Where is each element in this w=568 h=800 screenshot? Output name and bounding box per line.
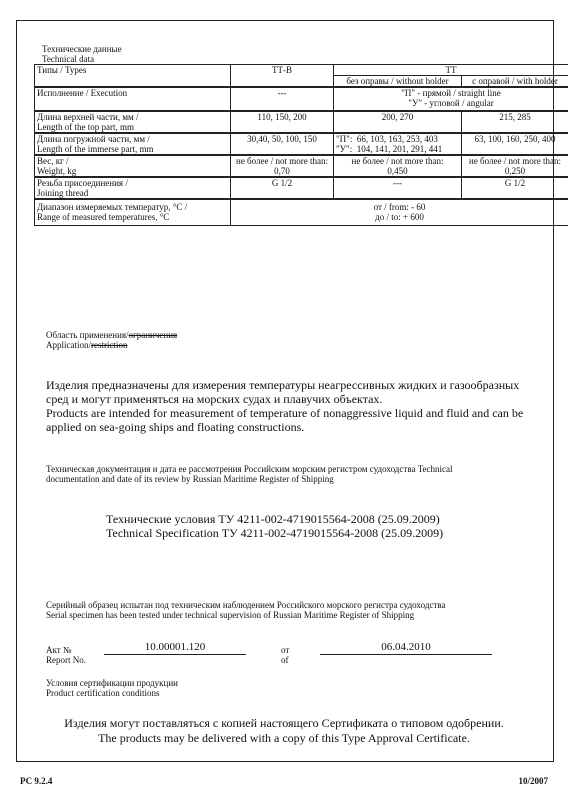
table-cell: 110, 150, 200	[231, 111, 334, 133]
tech-doc-heading: Техническая документация и дата ее рассмотрения Российским морским регистром судоходства Technical documentation and date of its review by Russian Maritime Register of Shipping	[46, 464, 453, 484]
table-cell: не более / not more than: 0,70	[231, 155, 334, 177]
table-row-types	[35, 65, 568, 76]
tech-data-title-ru: Технические данные	[42, 44, 122, 54]
form-code: РС 9.2.4	[20, 776, 53, 786]
table-row-top-length	[35, 111, 568, 133]
table-row-weight	[35, 155, 568, 177]
table-row-immerse-length	[35, 133, 568, 155]
table-cell: "П": 66, 103, 163, 253, 403 "У": 104, 141, 201, 291, 441	[334, 133, 462, 155]
table-cell: не более / not more than: 0,250	[462, 155, 568, 177]
report-date: 06.04.2010	[320, 641, 492, 655]
report-of-label: от of	[281, 645, 290, 665]
table-cell: "П" - прямой / straight line "У" - угловой / angular	[334, 87, 568, 111]
table-cell: от / from: - 60 до / to: + 600	[231, 199, 568, 225]
technical-specification: Технические условия ТУ 4211-002-4719015564-2008 (25.09.2009) Technical Specification ТУ 4211-002-4719015564-2008 (25.09.2009)	[106, 512, 444, 540]
table-cell: Длина верхней части, мм / Length of the top part, mm	[35, 111, 231, 133]
tech-data-title	[42, 44, 122, 64]
table-cell: Длина погружной части, мм / Length of the immerse part, mm	[35, 133, 231, 155]
form-date: 10/2007	[518, 776, 548, 786]
serial-specimen-text: Серийный образец испытан под техническим наблюдением Российского морского регистра судоходства Serial specimen has been tested under technical supervision of Russian Maritime Register of Shipping	[46, 600, 446, 620]
table-row-execution	[35, 87, 568, 111]
table-cell: ---	[231, 87, 334, 111]
table-cell: с оправой / with holder	[462, 76, 568, 88]
table-cell: 63, 100, 160, 250, 400	[462, 133, 568, 155]
delivery-statement: Изделия могут поставляться с копией настоящего Сертификата о типовом одобрении. The products may be delivered with a copy of this Type Approval Certificate.	[64, 716, 504, 745]
table-cell: Исполнение / Execution	[35, 87, 231, 111]
report-label: Акт № Report No.	[46, 645, 86, 665]
application-text: Изделия предназначены для измерения температуры неагрессивных жидких и газообразных сред и могут применяться на морских судах и плавучих объектах. Products are intended for measurement of temperature of nonaggressive liquid and fluid and can be applied on sea-going ships and floating constructions.	[46, 378, 524, 434]
table-cell: Диапазон измеряемых температур, °С / Range of measured temperatures, °C	[35, 199, 231, 225]
technical-data-table	[34, 64, 568, 226]
table-cell: ТТ	[334, 65, 568, 76]
table-cell: без оправы / without holder	[334, 76, 462, 88]
tech-data-title-en: Technical data	[42, 54, 95, 64]
table-cell: G 1/2	[462, 177, 568, 199]
table-row-thread	[35, 177, 568, 199]
application-label: Область применения/ограничения Application/restriction	[46, 330, 178, 350]
table-row-range	[35, 199, 568, 225]
table-cell: 30,40, 50, 100, 150	[231, 133, 334, 155]
table-cell: 215, 285	[462, 111, 568, 133]
table-cell: не более / not more than: 0,450	[334, 155, 462, 177]
certification-conditions: Условия сертификации продукции Product certification conditions	[46, 678, 178, 698]
table-cell: Вес, кг / Weight, kg	[35, 155, 231, 177]
table-cell: Типы / Types	[35, 65, 231, 88]
table-cell: G 1/2	[231, 177, 334, 199]
report-number: 10.00001.120	[104, 641, 246, 655]
table-cell: Резьба присоединения / Joining thread	[35, 177, 231, 199]
table-cell: 200, 270	[334, 111, 462, 133]
table-cell: ТТ-В	[231, 65, 334, 88]
table-cell: ---	[334, 177, 462, 199]
